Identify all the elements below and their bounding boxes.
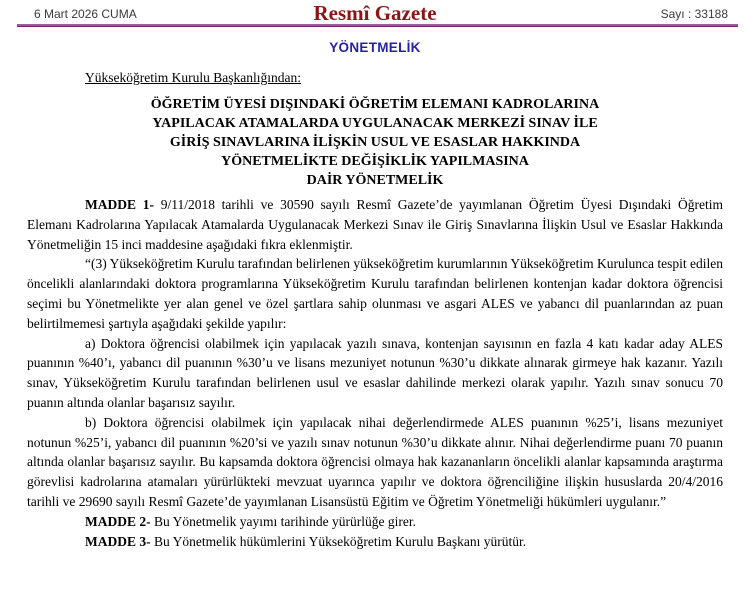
- issue-number: Sayı : 33188: [660, 7, 728, 21]
- article-3-paragraph: [27, 532, 723, 552]
- title-line-3: GİRİŞ SINAVLARINA İLİŞKİN USUL VE ESASLAR HAKKINDA: [169, 135, 581, 150]
- title-line-5: DAİR YÖNETMELİK: [306, 173, 444, 188]
- issue-date: 6 Mart 2026 CUMA: [34, 7, 137, 21]
- article-1-label: MADDE 1-: [85, 197, 154, 212]
- title-line-4: YÖNETMELİKTE DEĞİŞİKLİK YAPILMASINA: [221, 154, 529, 169]
- article-1-paragraph: [27, 195, 723, 254]
- title-line-1: ÖĞRETİM ÜYESİ DIŞINDAKİ ÖĞRETİM ELEMANI KADROLARINA: [150, 97, 600, 112]
- gazette-header: [0, 0, 750, 24]
- subclause-a-text: a) Doktora öğrencisi olabilmek için yapılacak yazılı sınava, kontenjan sayısının en fazla 4 katı kadar aday ALES puanının %40’ı, yabancı dil puanının %30’u ve lisans mezuniyet notunun %30’u dikkate alınarak girmeye hak kazanır. Yazılı sınav, Yükseköğretim Kurulu tarafından belirlenen usul ve esaslar dahilinde merkezi olarak yapılır. Yazılı sınav sonucu 70 puanın altında olanlar başarısız sayılır.: [27, 335, 723, 410]
- article-3-label: MADDE 3-: [85, 533, 151, 549]
- subclause-a-paragraph: [27, 334, 723, 413]
- section-heading: YÖNETMELİK: [329, 40, 421, 55]
- article-1-text: 9/11/2018 tarihli ve 30590 sayılı Resmî Gazete’de yayımlanan Öğretim Üyesi Dışındaki Öğretim Elemanı Kadrolarına Yapılacak Atamalarda Uygulanacak Merkezi Sınav ile Giriş Sınavlarına İlişkin Usul ve Esaslar Hakkında Yönetmeliğin 15 inci maddesine aşağıdaki fıkra eklenmiştir.: [27, 197, 723, 252]
- article-2-label: MADDE 2-: [85, 513, 151, 529]
- article-2-paragraph: [27, 512, 723, 532]
- regulation-body: [27, 195, 723, 551]
- subclause-b-paragraph: [27, 413, 723, 512]
- article-2-text: Bu Yönetmelik yayımı tarihinde yürürlüğe girer.: [150, 513, 416, 529]
- title-line-2: YAPILACAK ATAMALARDA UYGULANACAK MERKEZİ SINAV İLE: [152, 116, 598, 131]
- issuing-authority: Yükseköğretim Kurulu Başkanlığından:: [85, 70, 301, 85]
- clause-3-text: “(3) Yükseköğretim Kurulu tarafından belirlenen yükseköğretim kurumlarının Yükseköğretim Kurulunca tespit edilen öncelikli alanlarındaki doktora programlarına Yükseköğretim Kurulu tarafından belirlenen kontenjan kadar doktora öğrencisi seçimi bu Yönetmelikte yer alan genel ve özel şartlara sahip olunması ve asgari ALES ve yabancı dil puanlarından az puan belirtilmemesi şartıyla aşağıdaki şekilde yapılır:: [27, 256, 723, 331]
- regulation-title: [0, 95, 750, 190]
- gazette-masthead-title: Resmî Gazete: [313, 1, 437, 25]
- subclause-b-text: b) Doktora öğrencisi olabilmek için yapılacak nihai değerlendirmede ALES puanının %25’i, lisans mezuniyet notunun %25’i, yabancı dil puanının %20’si ve yazılı sınav notunun %30’u dikkate alınır. Nihai değerlendirme puanı 70 puanın altında olanlar başarısız sayılır. Bu kapsamda doktora öğrencisi olmaya hak kazananların öncelikli alanlar kapsamında araştırma görevlisi kadrolarına atamaları yürürlükteki mevzuat uyarınca yapılır ve doktora öğrenciliğine ilişkin hususlarda 20/4/2016 tarihli ve 29690 sayılı Resmî Gazete’de yayımlanan Lisansüstü Eğitim ve Öğretim Yönetmeliği hükümleri uygulanır.”: [27, 414, 723, 509]
- article-3-text: Bu Yönetmelik hükümlerini Yükseköğretim Kurulu Başkanı yürütür.: [150, 533, 527, 549]
- clause-3-paragraph: [27, 254, 723, 333]
